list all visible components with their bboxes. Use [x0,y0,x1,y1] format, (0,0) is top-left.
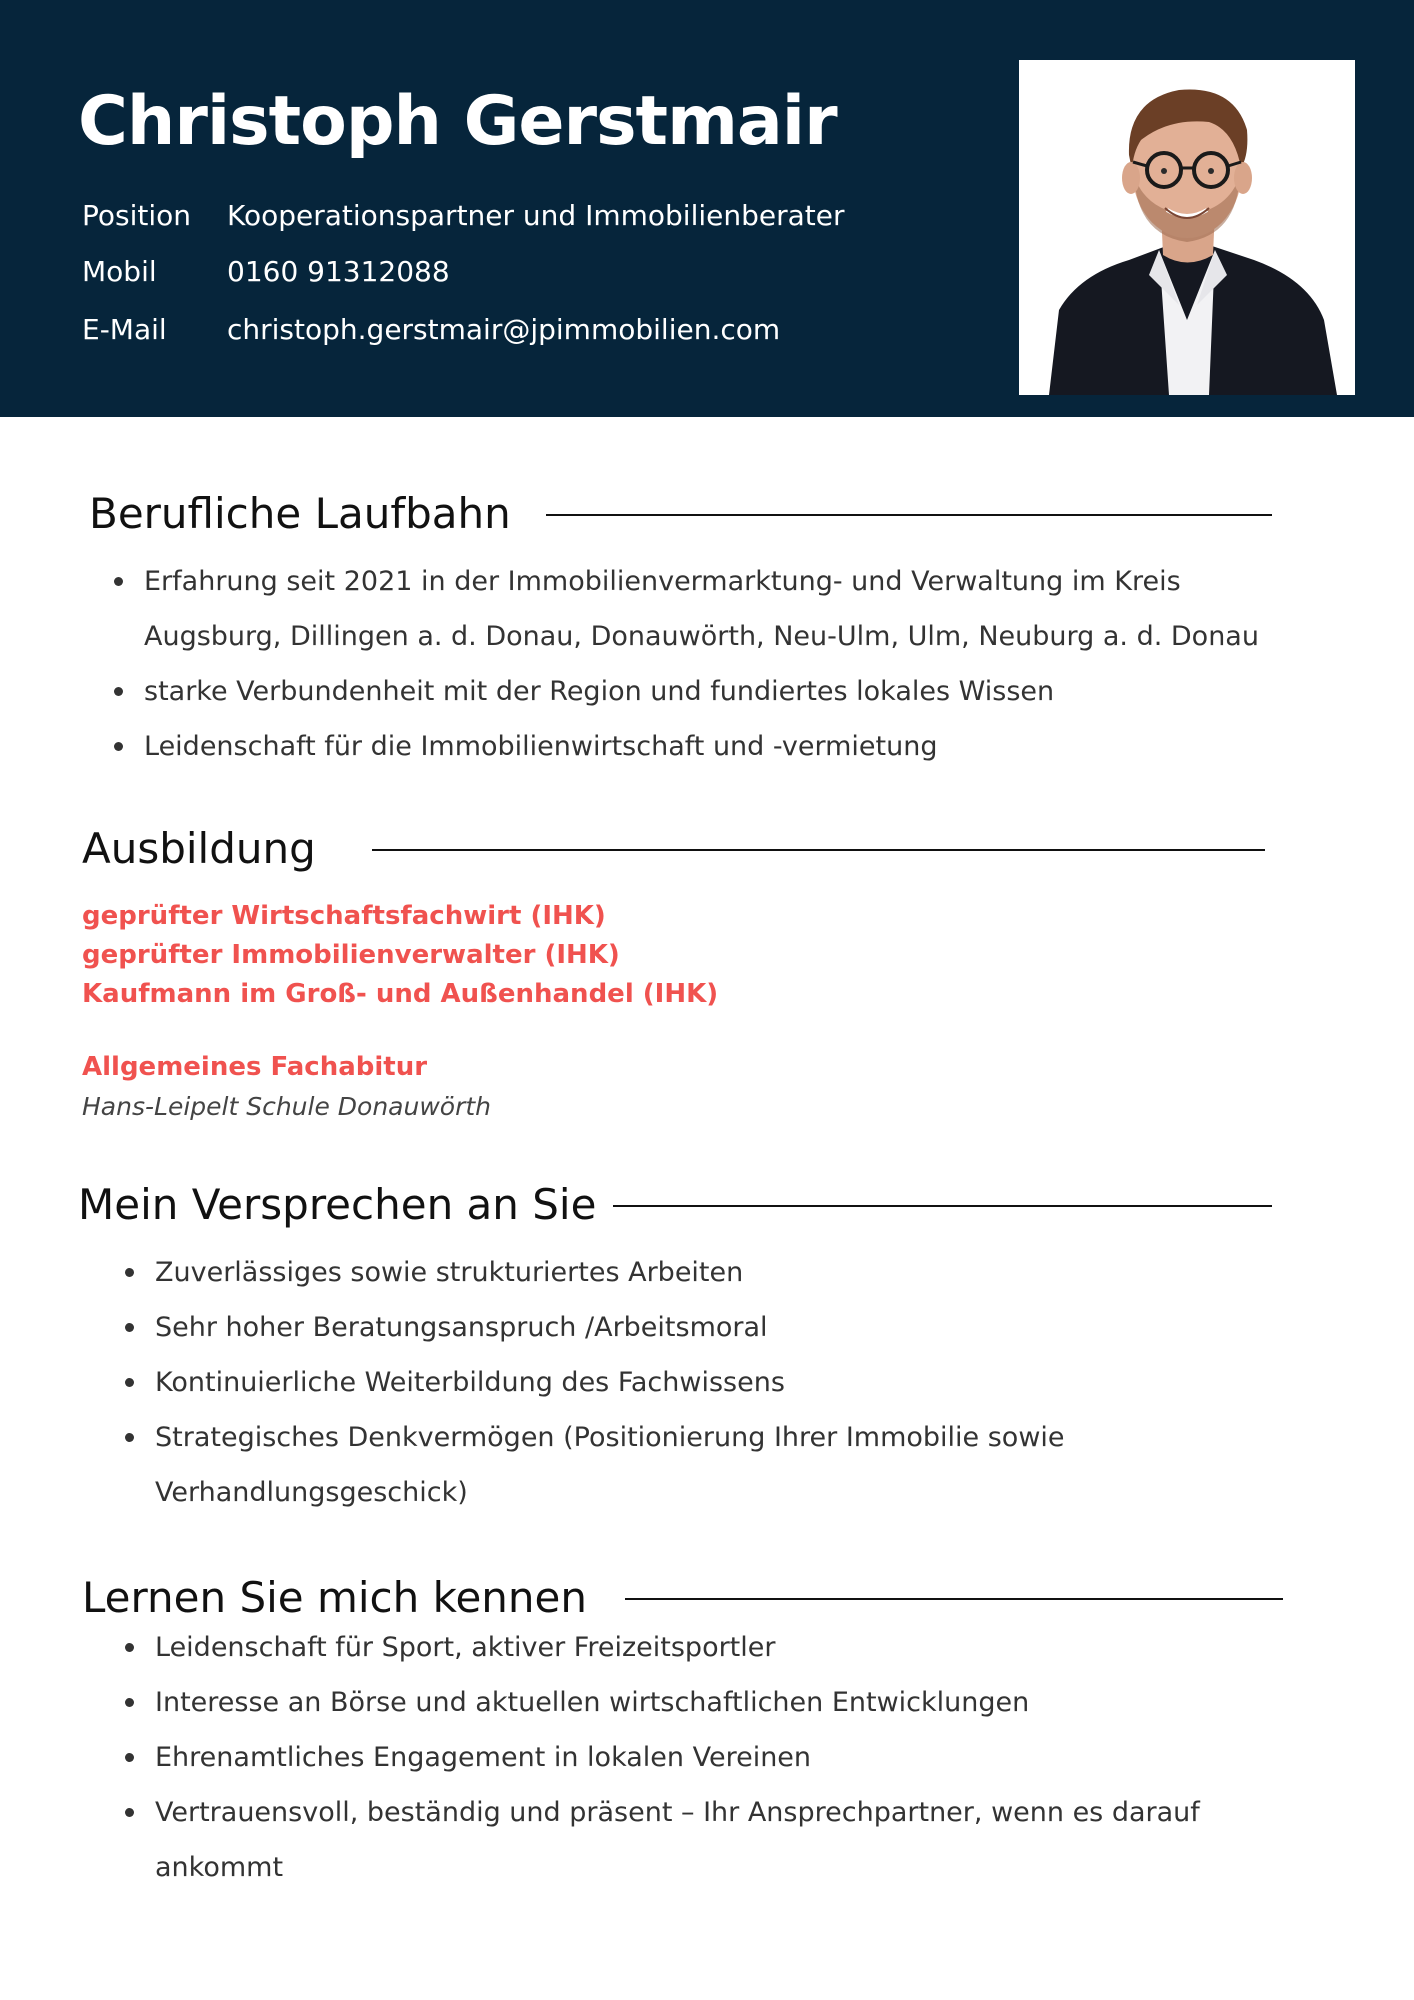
list-item: Strategisches Denkvermögen (Positionierung Ihrer Immobilie sowie Verhandlungsgeschick) [155,1410,1155,1520]
portrait-photo [1019,60,1355,395]
portrait-illustration [1019,60,1355,395]
info-label: Mobil [82,255,157,288]
section-title-career: Berufliche Laufbahn [89,489,511,538]
list-item: Zuverlässiges sowie strukturiertes Arbeiten [155,1245,1155,1300]
section-title-education: Ausbildung [82,824,316,873]
section-title-about: Lernen Sie mich kennen [82,1573,587,1622]
section-divider [372,849,1265,851]
school-name: Hans-Leipelt Schule Donauwörth [82,1092,492,1121]
person-name: Christoph Gerstmair [78,82,837,161]
list-item: Ehrenamtliches Engagement in lokalen Vereinen [155,1730,1205,1785]
list-item: starke Verbundenheit mit der Region und fundiertes lokales Wissen [144,664,1264,719]
list-item: Vertrauensvoll, beständig und präsent – Ihr Ansprechpartner, wenn es darauf ankommt [155,1785,1205,1895]
info-value: Kooperationspartner und Immobilienberater [227,199,845,232]
list-item: Sehr hoher Beratungsanspruch /Arbeitsmoral [155,1300,1155,1355]
list-item: Kontinuierliche Weiterbildung des Fachwissens [155,1355,1155,1410]
promise-list [155,1245,1155,1520]
education-qualification: geprüfter Wirtschaftsfachwirt (IHK) [82,901,606,931]
list-item: Interesse an Börse und aktuellen wirtschaftlichen Entwicklungen [155,1675,1205,1730]
header-banner [0,0,1414,417]
section-divider [625,1598,1283,1600]
info-value: christoph.gerstmair@jpimmobilien.com [227,313,781,346]
about-list [155,1620,1205,1895]
list-item: Erfahrung seit 2021 in der Immobilienvermarktung- und Verwaltung im Kreis Augsburg, Dillingen a. d. Donau, Donauwörth, Neu-Ulm, Ulm, Neuburg a. d. Donau [144,554,1264,664]
list-item: Leidenschaft für Sport, aktiver Freizeitsportler [155,1620,1205,1675]
info-value: 0160 91312088 [227,255,450,288]
info-label: E-Mail [82,313,167,346]
section-title-promise: Mein Versprechen an Sie [78,1180,597,1229]
section-divider [546,514,1272,516]
section-divider [613,1205,1272,1207]
list-item: Leidenschaft für die Immobilienwirtschaft und -vermietung [144,719,1264,774]
education-qualification: geprüfter Immobilienverwalter (IHK) [82,940,620,970]
career-list [144,554,1264,774]
info-label: Position [82,199,192,232]
school-degree: Allgemeines Fachabitur [82,1052,428,1082]
education-qualification: Kaufmann im Groß- und Außenhandel (IHK) [82,979,719,1009]
